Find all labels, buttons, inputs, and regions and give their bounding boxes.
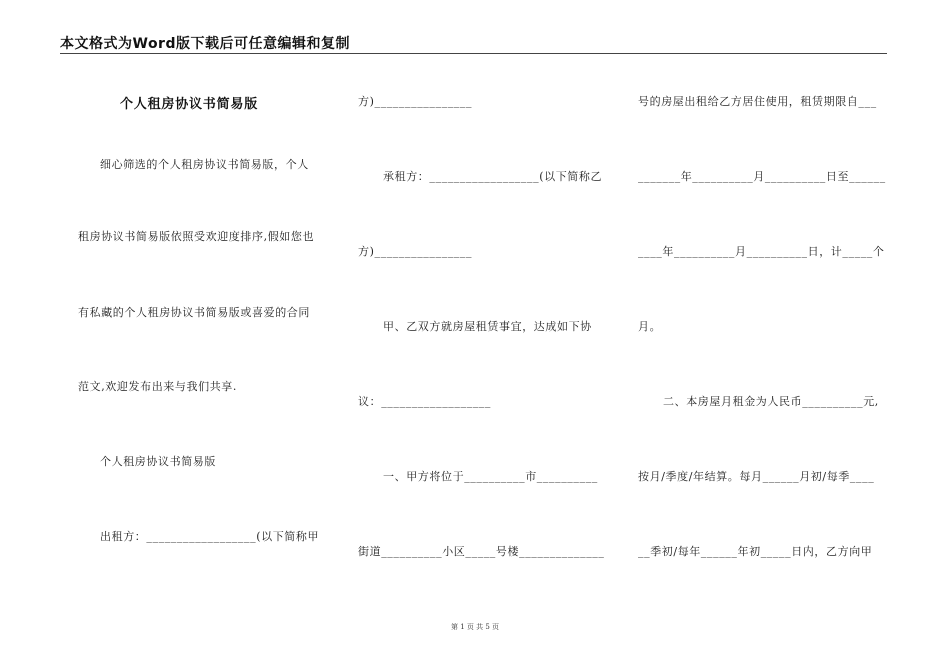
text-line: __季初/每年______年初_____日内，乙方向甲 — [638, 545, 873, 558]
text-line: 议：__________________ — [358, 395, 491, 408]
text-line: 方)________________ — [358, 245, 473, 258]
text-line: ____年__________月__________日，计_____个 — [638, 245, 885, 258]
text-line: 有私藏的个人租房协议书简易版或喜爱的合同 — [78, 306, 310, 319]
text-line: 细心筛选的个人租房协议书简易版，个人 — [100, 158, 309, 171]
section-heading: 个人租房协议书简易版 — [100, 455, 216, 468]
text-line: 方)________________ — [358, 95, 473, 108]
text-line: 一、甲方将位于__________市__________ — [383, 470, 598, 483]
text-line: 范文,欢迎发布出来与我们共享. — [78, 380, 237, 393]
text-line: 街道__________小区_____号楼______________ — [358, 545, 605, 558]
text-line: 月。 — [638, 320, 662, 333]
text-line: 按月/季度/年结算。每月______月初/每季____ — [638, 470, 875, 483]
document-title: 个人租房协议书简易版 — [120, 97, 259, 112]
text-line: _______年__________月__________日至______ — [638, 170, 886, 183]
text-line: 出租方：__________________(以下简称甲 — [100, 530, 320, 543]
header-divider — [60, 53, 887, 54]
text-line: 租房协议书简易版依照受欢迎度排序,假如您也 — [78, 230, 315, 243]
text-line: 二、本房屋月租金为人民币__________元, — [663, 395, 879, 408]
document-banner: 本文格式为Word版下载后可任意编辑和复制 — [60, 36, 350, 52]
text-line: 承租方：__________________(以下简称乙 — [383, 170, 603, 183]
text-line: 号的房屋出租给乙方居住使用，租赁期限自___ — [638, 95, 877, 108]
page-indicator: 第 1 页 共 5 页 — [450, 623, 500, 631]
text-line: 甲、乙双方就房屋租赁事宜，达成如下协 — [383, 320, 592, 333]
